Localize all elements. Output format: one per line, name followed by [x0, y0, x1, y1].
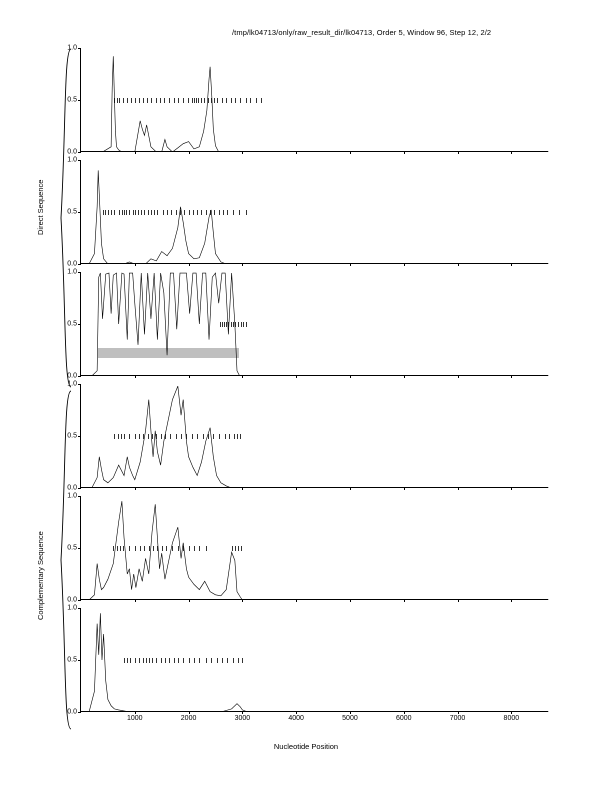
y-tick-label: 0.0: [67, 708, 77, 716]
plot-axes: [67, 492, 548, 604]
chart-panel-1: [67, 44, 548, 156]
signal-trace: [81, 496, 549, 600]
y-tick-label: 0.0: [67, 596, 77, 604]
y-tick-label: 1.0: [67, 156, 77, 164]
y-axis-group-label-complementary: Complementary Sequence: [36, 531, 45, 620]
y-tick-label: 0.0: [67, 372, 77, 380]
x-tick-label: 1000: [126, 715, 143, 722]
x-tick-label: 5000: [342, 715, 358, 722]
signal-trace: [81, 608, 549, 712]
y-tick-label: 0.5: [67, 320, 77, 328]
x-tick-label: 7000: [449, 715, 466, 722]
chart-panel-6: [67, 604, 548, 722]
x-tick-label: 8000: [503, 715, 520, 722]
chart-panel-2: [67, 156, 548, 268]
y-tick-label: 0.0: [67, 148, 77, 156]
y-tick-label: 0.0: [67, 260, 77, 268]
y-tick-label: 0.5: [67, 96, 77, 104]
y-tick-label: 1.0: [67, 492, 77, 500]
y-tick-label: 1.0: [67, 380, 77, 388]
x-tick-label: 2000: [180, 715, 197, 722]
signal-trace: [81, 272, 549, 376]
x-tick-label: 3000: [234, 715, 251, 722]
y-axis-group-label-direct: Direct Sequence: [36, 179, 45, 235]
figure-title: /tmp/lk04713/only/raw_result_dir/lk04713, Order 5, Window 96, Step 12, 2/2: [232, 28, 492, 37]
y-tick-label: 1.0: [67, 604, 77, 612]
signal-trace: [81, 384, 549, 488]
plot-axes: [67, 44, 548, 156]
x-tick-label: 6000: [395, 715, 412, 722]
y-tick-label: 0.5: [67, 208, 77, 216]
plot-axes: [67, 156, 548, 268]
plot-axes: [67, 268, 548, 380]
y-tick-label: 0.0: [67, 484, 77, 492]
plot-axes: [67, 604, 548, 722]
x-axis-label: Nucleotide Position: [273, 742, 339, 751]
y-tick-label: 0.5: [67, 544, 77, 552]
chart-panel-5: [67, 492, 548, 604]
y-tick-label: 0.5: [67, 656, 77, 664]
y-tick-label: 0.5: [67, 432, 77, 440]
chart-panel-4: [67, 380, 548, 492]
signal-trace: [81, 48, 549, 152]
y-tick-label: 1.0: [67, 44, 77, 52]
chart-panel-3: [67, 268, 548, 380]
plot-axes: [67, 380, 548, 492]
brace-complementary: [58, 390, 72, 730]
x-tick-label: 4000: [288, 715, 304, 722]
y-tick-label: 1.0: [67, 268, 77, 276]
signal-trace: [81, 160, 549, 264]
